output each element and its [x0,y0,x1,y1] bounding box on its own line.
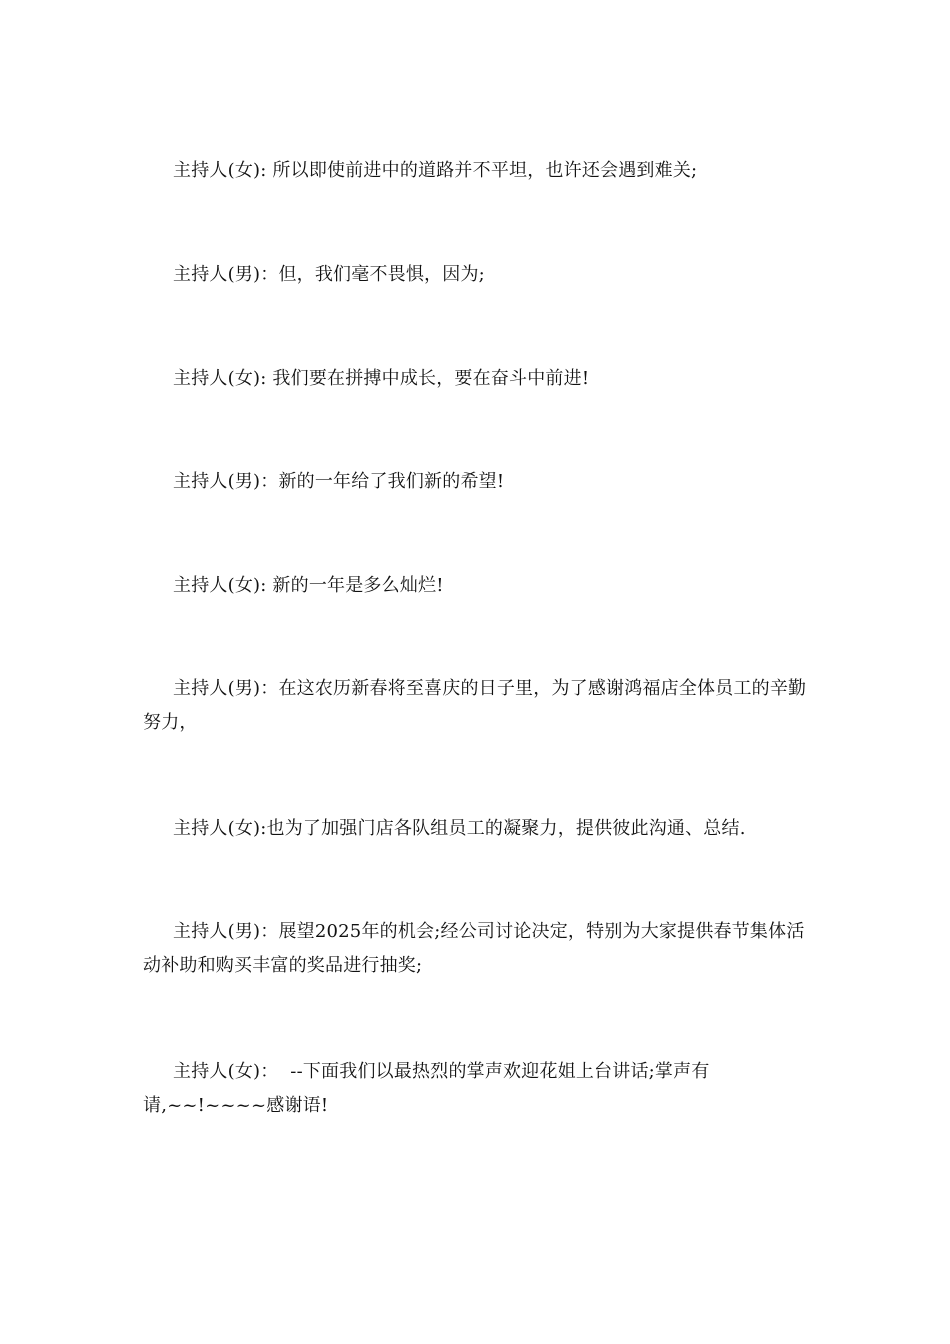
paragraph-4: 主持人(男)：新的一年给了我们新的希望! [173,471,505,492]
paragraph-5: 主持人(女): 新的一年是多么灿烂! [173,575,444,596]
paragraph-6: 主持人(男)：在这农历新春将至喜庆的日子里，为了感谢鸿福店全体员工的辛勤努力， [143,678,807,733]
paragraph-7: 主持人(女):也为了加强门店各队组员工的凝聚力，提供彼此沟通、总结. [173,818,746,839]
paragraph-1: 主持人(女): 所以即使前进中的道路并不平坦，也许还会遇到难关; [173,160,698,181]
paragraph-3: 主持人(女): 我们要在拼搏中成长，要在奋斗中前进! [173,368,590,389]
paragraph-9: 主持人(女)： --下面我们以最热烈的掌声欢迎花姐上台讲话;掌声有请,~~!~~~~感谢语! [143,1061,710,1116]
paragraph-8: 主持人(男)：展望2025年的机会;经公司讨论决定，特别为大家提供春节集体活动补助和购买丰富的奖品进行抽奖; [143,921,805,976]
paragraph-2: 主持人(男)：但，我们毫不畏惧，因为; [173,264,485,285]
